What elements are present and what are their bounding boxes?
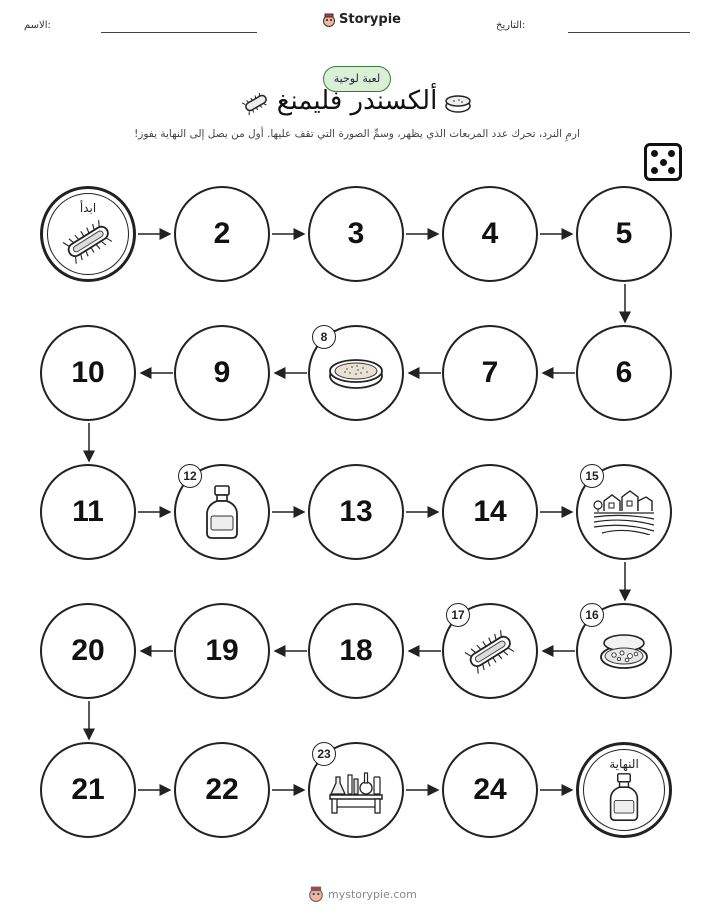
square-number: 8 [312, 325, 336, 349]
board-square[interactable]: 19 [174, 603, 270, 699]
board-square[interactable]: 3 [308, 186, 404, 282]
storypie-mascot-icon [308, 886, 324, 902]
finish-label: النهاية [609, 757, 639, 771]
date-label: التاريخ: [496, 20, 526, 31]
square-number: 16 [580, 603, 604, 627]
bacterium-icon [459, 628, 521, 674]
square-number: 23 [312, 742, 336, 766]
square-number: 15 [580, 464, 604, 488]
farm-icon [592, 489, 656, 535]
board-square[interactable]: 18 [308, 603, 404, 699]
board-square[interactable]: 14 [442, 464, 538, 560]
board-square-finish[interactable] [576, 742, 672, 838]
board-square-picture[interactable] [174, 464, 270, 560]
board-square[interactable]: 7 [442, 325, 538, 421]
board-square-picture[interactable] [308, 742, 404, 838]
culture-dish-icon [598, 631, 650, 671]
square-number: 12 [178, 464, 202, 488]
medicine-bottle-icon [202, 484, 242, 540]
page-title: ألكسندر فليمنغ [276, 86, 438, 116]
board-square[interactable]: 9 [174, 325, 270, 421]
board-square[interactable]: 11 [40, 464, 136, 560]
board-square-picture[interactable] [576, 464, 672, 560]
board-square[interactable]: 21 [40, 742, 136, 838]
name-label: الاسم: [24, 20, 51, 31]
footer-url[interactable]: mystorypie.com [328, 887, 417, 901]
board-square[interactable]: 24 [442, 742, 538, 838]
board-square[interactable]: 2 [174, 186, 270, 282]
board-square-picture[interactable] [308, 325, 404, 421]
square-number: 17 [446, 603, 470, 627]
board-square[interactable]: 22 [174, 742, 270, 838]
board-square-start[interactable] [40, 186, 136, 282]
petri-dish-icon [327, 356, 385, 390]
game-type-badge: لعبة لوحية [323, 66, 391, 92]
board-square[interactable]: 10 [40, 325, 136, 421]
board-square[interactable]: 13 [308, 464, 404, 560]
brand-name: Storypie [339, 12, 401, 27]
instructions: ارمِ النرد، تحرك عدد المربعات الذي يظهر، وسمِّ الصورة التي تقف عليها. أول من يصل إلى النهاية يفوز! [134, 128, 580, 140]
lab-bench-icon [326, 765, 386, 815]
board-square[interactable]: 5 [576, 186, 672, 282]
medicine-bottle-icon [606, 772, 642, 822]
board-square-picture[interactable] [576, 603, 672, 699]
board-square[interactable]: 6 [576, 325, 672, 421]
board-square[interactable]: 20 [40, 603, 136, 699]
start-label: ابدأ [79, 201, 97, 215]
footer [308, 886, 417, 902]
board-square[interactable]: 4 [442, 186, 538, 282]
board-square-picture[interactable] [442, 603, 538, 699]
bacterium-icon [57, 218, 119, 264]
